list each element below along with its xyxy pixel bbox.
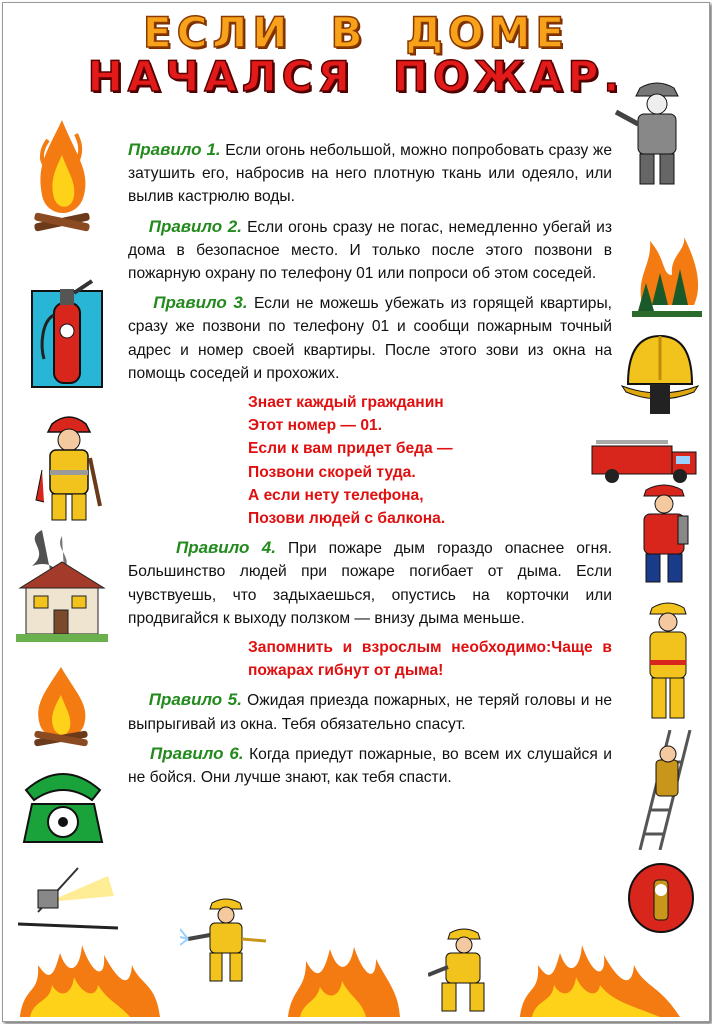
rule-label: Правило 5. xyxy=(148,690,242,710)
green-telephone-icon xyxy=(18,760,108,850)
poem-line: Позвони скорей туда. xyxy=(248,463,416,481)
title-line-2 xyxy=(0,52,712,101)
firefighter-with-oxygen-icon xyxy=(628,480,700,588)
rule-label: Правило 4. xyxy=(175,538,276,558)
title-word: В xyxy=(330,8,368,57)
title-word: ДОМЕ xyxy=(405,8,570,57)
rule-text: Когда приедут пожарные, во всем их слушайся и не бойся. Они лучше знают, как тебя спасти. xyxy=(128,745,612,787)
poem xyxy=(248,391,612,530)
forest-fire-icon xyxy=(632,235,702,320)
rule-text: Если не можешь убежать из горящей квартиры, сразу же позвони по телефону 01 и сообщи пожарным точный адрес и номер своей квартиры. После этого зови из окна на помощь соседей и прохожих. xyxy=(128,295,612,382)
fire-helmet-icon xyxy=(620,330,700,420)
smoke-warning-note: Запомнить и взрослым необходимо:Чаще в пожарах гибнут от дыма! xyxy=(248,639,612,680)
title-word: ЕСЛИ xyxy=(142,8,293,57)
fire-truck-icon xyxy=(588,432,700,484)
firefighter-rescuing-child-icon xyxy=(640,598,695,723)
poem-line: Знает каждый гражданин xyxy=(248,394,444,412)
title-word: НАЧАЛСЯ xyxy=(87,52,355,101)
rule-text: При пожаре дым гораздо опаснее огня. Большинство людей при пожаре погибает от дыма. Если чувствуешь, что задыхаешься, опустись на корточки или продвигайся к выходу ползком — внизу дыма меньше. xyxy=(128,540,612,627)
rule-label: Правило 3. xyxy=(153,293,248,313)
poem-line: Позови людей с балкона. xyxy=(248,510,446,528)
burning-house-icon xyxy=(12,530,112,645)
rule-text: Если огонь небольшой, можно попробовать сразу же затушить его, набросив на него плотную ткань или одеяло, или вылив кастрюлю воды. xyxy=(128,142,613,206)
rule-6 xyxy=(128,742,612,789)
rules-content xyxy=(128,138,612,795)
campfire-icon xyxy=(28,110,96,250)
firefighter-spraying-icon xyxy=(180,895,270,985)
rule-text: Ожидая приезда пожарных, не теряй головы и не выпрыгивай из окна. Тебя обязательно спасут. xyxy=(128,692,612,733)
rule-5 xyxy=(128,688,612,735)
rule-2 xyxy=(128,215,612,286)
title-line-1 xyxy=(0,8,712,57)
rule-3 xyxy=(128,291,612,385)
spotlight-icon xyxy=(18,862,118,932)
rule-text: Если огонь сразу не погас, немедленно убегай из дома в безопасное место. И только после этого позвони в пожарную охрану по телефону 01 или попроси об этом соседей. xyxy=(128,218,612,283)
rule-label: Правило 1. xyxy=(128,140,221,159)
flame-icon xyxy=(26,665,96,750)
firefighter-on-ladder-icon xyxy=(620,730,700,850)
firefighter-with-axe-icon xyxy=(30,410,108,525)
flames-row-icon xyxy=(20,925,692,1017)
firefighter-crouching-icon xyxy=(428,925,498,1015)
rule-4 xyxy=(128,536,612,630)
poem-line: А если нету телефона, xyxy=(248,486,424,504)
fire-hose-nozzle-icon xyxy=(626,860,696,935)
title-word: ПОЖАР. xyxy=(392,52,625,101)
poem-line: Если к вам придет беда — xyxy=(248,440,453,458)
rule-label: Правило 2. xyxy=(148,216,242,236)
rule-1 xyxy=(128,138,612,209)
poem-line: Этот номер — 01. xyxy=(248,417,383,435)
fire-extinguisher-icon xyxy=(30,275,105,390)
rule-label: Правило 6. xyxy=(150,743,244,763)
firefighter-with-hose-icon xyxy=(612,80,697,188)
